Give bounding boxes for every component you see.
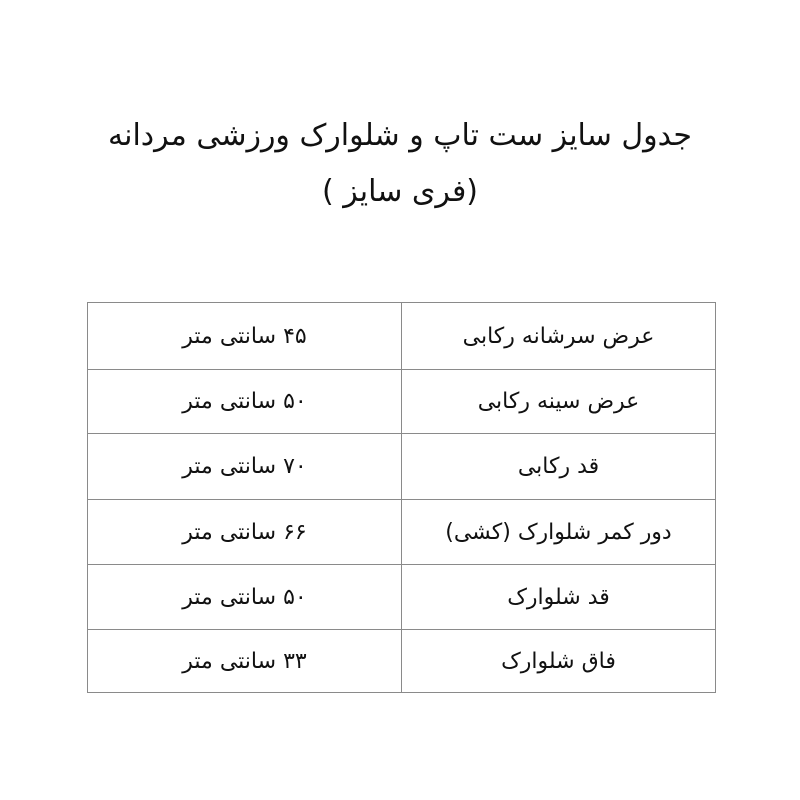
measurement-value: ۶۶ سانتی متر <box>88 500 402 565</box>
table-row <box>88 630 716 693</box>
table-row <box>88 500 716 565</box>
table-row <box>88 303 716 370</box>
table-row <box>88 434 716 500</box>
measurement-label: قد رکابی <box>402 434 716 500</box>
measurement-label: عرض سینه رکابی <box>402 370 716 434</box>
measurement-value: ۵۰ سانتی متر <box>88 370 402 434</box>
measurement-value: ۴۵ سانتی متر <box>88 303 402 370</box>
measurement-label: عرض سرشانه رکابی <box>402 303 716 370</box>
measurement-label: فاق شلوارک <box>402 630 716 693</box>
measurement-value: ۳۳ سانتی متر <box>88 630 402 693</box>
measurement-label: قد شلوارک <box>402 565 716 630</box>
measurement-label: دور کمر شلوارک (کشی) <box>402 500 716 565</box>
page-title: جدول سایز ست تاپ و شلوارک ورزشی مردانه <box>108 118 692 153</box>
size-table <box>87 302 716 693</box>
measurement-value: ۷۰ سانتی متر <box>88 434 402 500</box>
page-subtitle: (فری سایز ) <box>321 174 479 209</box>
table-row <box>88 370 716 434</box>
table-row <box>88 565 716 630</box>
measurement-value: ۵۰ سانتی متر <box>88 565 402 630</box>
